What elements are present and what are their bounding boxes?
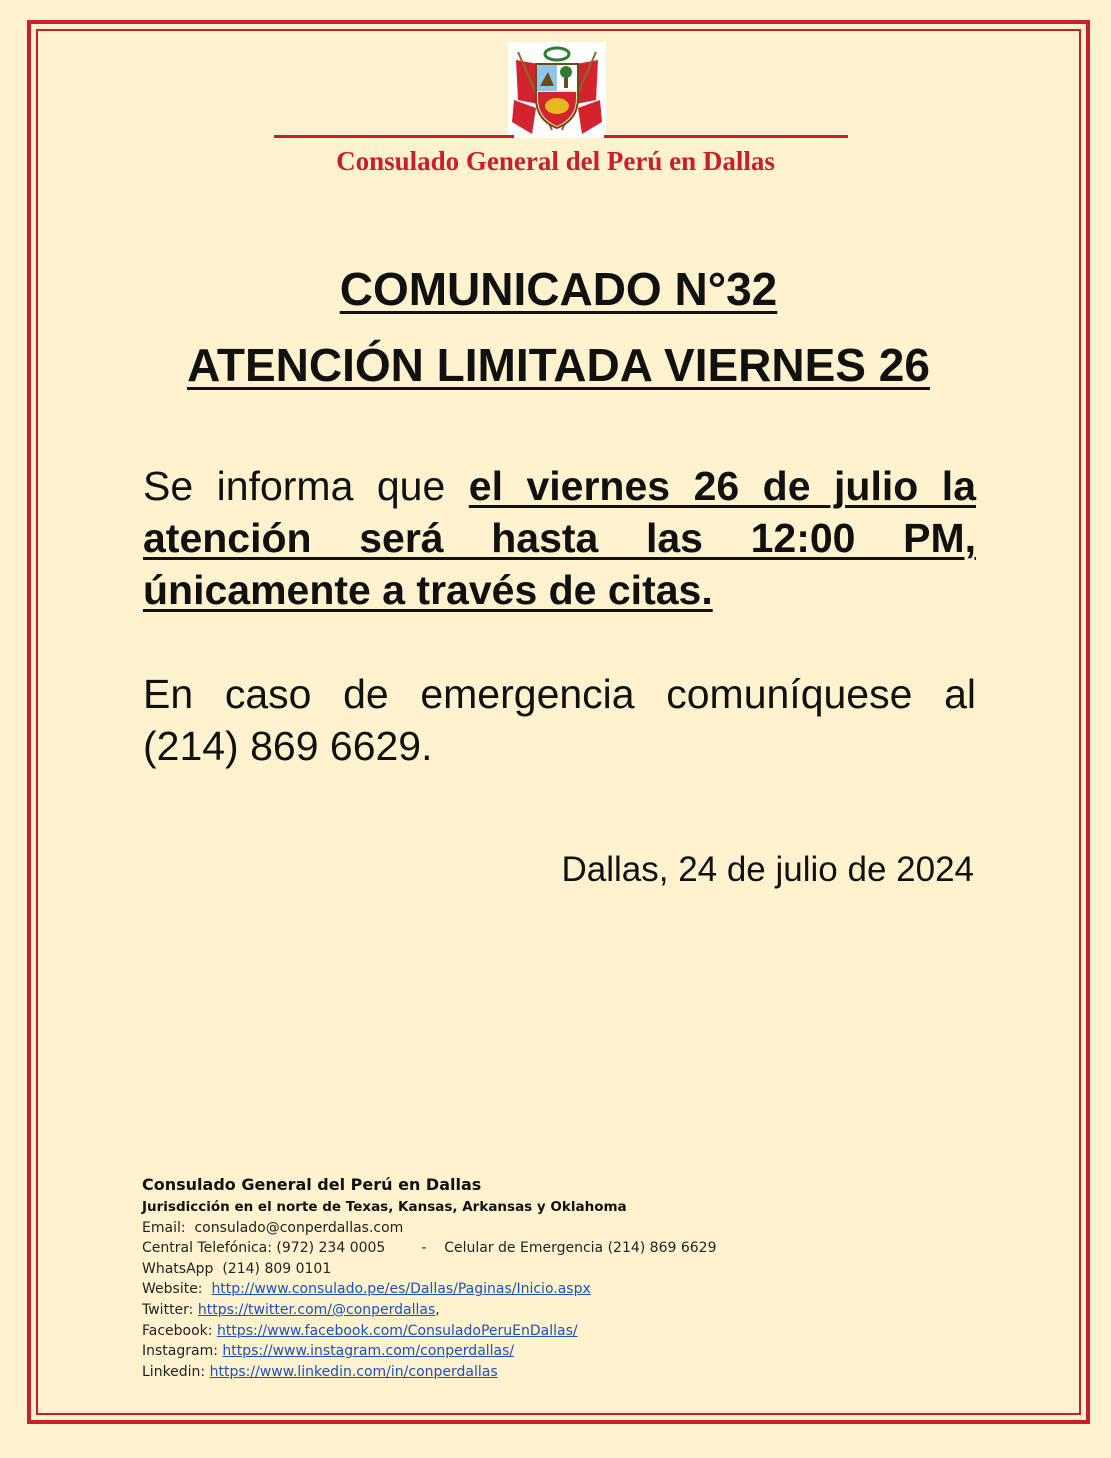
notice-subtitle: ATENCIÓN LIMITADA VIERNES 26: [187, 339, 930, 391]
twitter-label: Twitter:: [142, 1301, 194, 1318]
footer-consulate-name: Consulado General del Perú en Dallas: [142, 1175, 482, 1194]
linkedin-link[interactable]: https://www.linkedin.com/in/conperdallas: [209, 1363, 498, 1380]
footer-phone-row: [142, 1238, 716, 1259]
emergency-phone-label: Celular de Emergencia: [444, 1240, 604, 1257]
dateline: Dallas, 24 de julio de 2024: [561, 850, 974, 889]
footer-email-row: [142, 1218, 716, 1239]
footer-whatsapp-row: [142, 1259, 716, 1280]
notice-paragraph-emergency: En caso de emergencia comuníquese al (214) 869 6629.: [143, 671, 976, 769]
linkedin-label: Linkedin:: [142, 1363, 206, 1380]
twitter-link[interactable]: https://twitter.com/@conperdallas: [197, 1301, 436, 1318]
header-rule-right: [604, 135, 848, 138]
emergency-phone: (214) 869 6629: [607, 1240, 717, 1257]
footer-instagram-row: [142, 1341, 716, 1362]
central-phone: (972) 234 0005: [276, 1240, 386, 1257]
footer-twitter-row: [142, 1300, 716, 1321]
instagram-label: Instagram:: [142, 1343, 218, 1360]
consulate-header-name: Consulado General del Perú en Dallas: [336, 146, 775, 176]
whatsapp-label: WhatsApp: [142, 1260, 214, 1277]
notice-paragraph-hours: [143, 460, 976, 616]
footer-facebook-row: [142, 1321, 716, 1342]
website-link[interactable]: http://www.consulado.pe/es/Dallas/Paginas/Inicio.aspx: [211, 1281, 591, 1298]
footer-jurisdiction: Jurisdicción en el norte de Texas, Kansas, Arkansas y Oklahoma: [142, 1199, 627, 1215]
twitter-suffix: ,: [435, 1301, 440, 1318]
facebook-link[interactable]: https://www.facebook.com/ConsuladoPeruEnDallas/: [216, 1322, 578, 1339]
header-rule-left: [274, 135, 514, 138]
notice-title: COMUNICADO N°32: [339, 263, 778, 315]
footer-website-row: [142, 1279, 716, 1300]
notice-emphasis-text: el viernes 26 de julio la atención será hasta las 12:00 PM, únicamente a través de citas.: [143, 463, 976, 613]
email-address[interactable]: consulado@conperdallas.com: [194, 1219, 404, 1236]
notice-lead-text: Se informa que: [143, 463, 469, 509]
website-label: Website:: [142, 1281, 203, 1298]
peru-coat-of-arms-icon: [508, 42, 606, 138]
email-label: Email:: [142, 1219, 186, 1236]
facebook-label: Facebook:: [142, 1322, 213, 1339]
footer-linkedin-row: [142, 1362, 716, 1383]
whatsapp-number: (214) 809 0101: [222, 1260, 332, 1277]
central-phone-label: Central Telefónica:: [142, 1240, 272, 1257]
footer-contact-block: [142, 1173, 716, 1382]
instagram-link[interactable]: https://www.instagram.com/conperdallas/: [222, 1343, 515, 1360]
phone-separator: -: [421, 1240, 427, 1257]
